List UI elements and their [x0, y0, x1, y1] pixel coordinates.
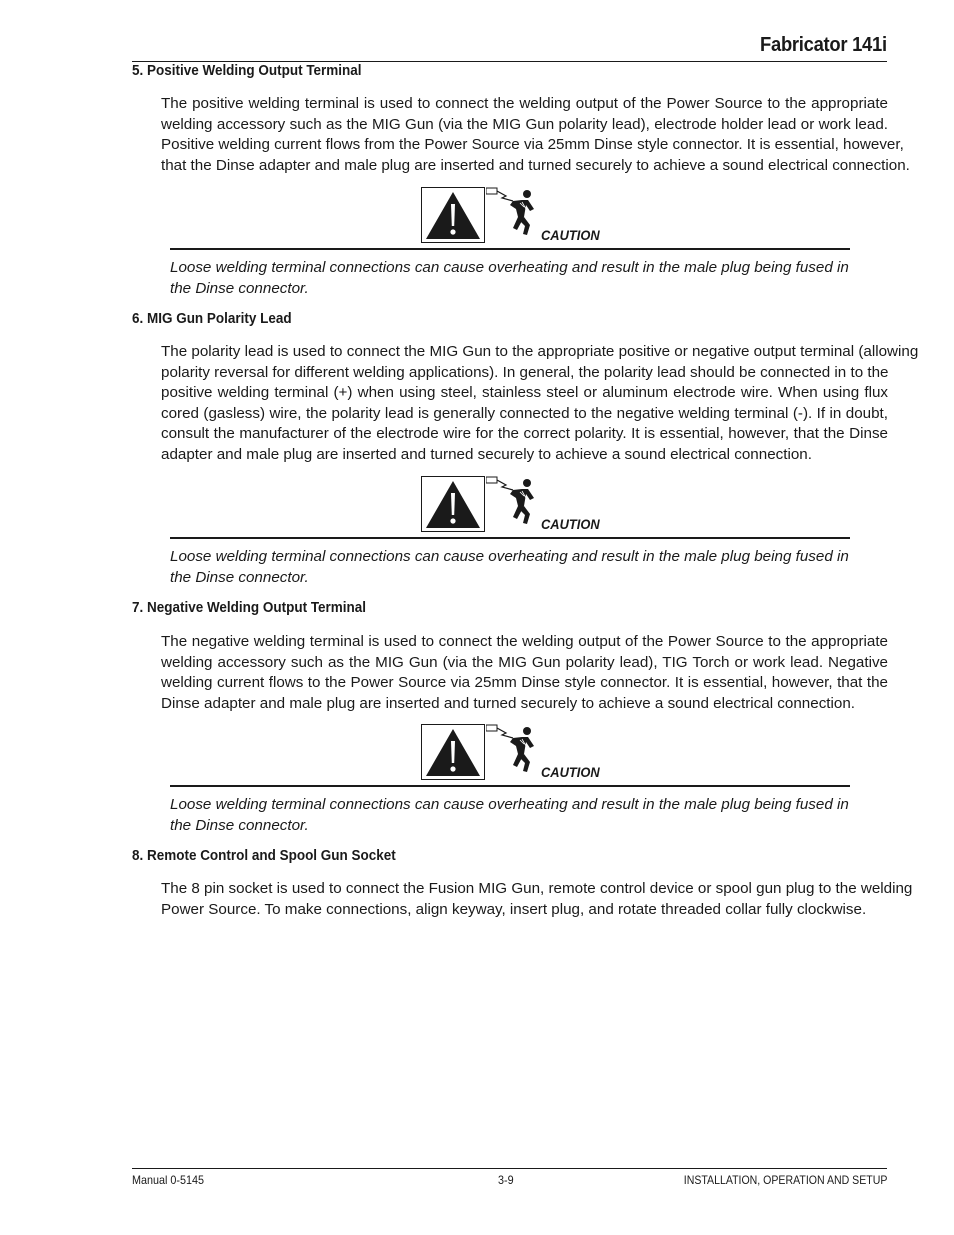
section-body-5	[161, 94, 910, 176]
caution-divider	[170, 537, 850, 539]
body-line: cored (gasless) wire, the polarity lead is generally connected to the negative welding terminal (-). If in doubt,	[161, 404, 888, 422]
footer-page-number: 3-9	[498, 1173, 514, 1187]
body-line: welding current flows to the Power Source via 25mm Dinse style connector. It is essential, however, that the	[161, 674, 888, 692]
header-divider	[132, 61, 887, 62]
caution-line: the Dinse connector.	[170, 279, 309, 297]
section-body-8	[161, 879, 913, 920]
caution-label: CAUTION	[541, 764, 600, 780]
caution-label: CAUTION	[541, 516, 600, 532]
section-body-6	[161, 342, 919, 466]
footer-manual-number: Manual 0-5145	[132, 1173, 205, 1187]
caution-text	[170, 258, 870, 299]
electric-shock-icon	[486, 724, 546, 782]
caution-block	[170, 187, 850, 247]
section-heading-8: 8. Remote Control and Spool Gun Socket	[132, 848, 396, 864]
footer-divider	[132, 1168, 887, 1169]
section-heading-7: 7. Negative Welding Output Terminal	[132, 600, 367, 616]
section-heading-6: 6. MIG Gun Polarity Lead	[132, 311, 292, 327]
footer-chapter-title: INSTALLATION, OPERATION AND SETUP	[683, 1173, 887, 1187]
body-line: adapter and male plug are inserted and turned securely to achieve a sound electrical connection.	[161, 445, 812, 463]
body-line: Power Source. To make connections, align keyway, insert plug, and rotate threaded collar fully clockwise.	[161, 900, 867, 918]
body-line: positive welding terminal (+) when using steel, stainless steel or aluminum electrode wire. When using flux	[161, 384, 888, 402]
caution-line: Loose welding terminal connections can cause overheating and result in the male plug being fused in	[170, 259, 849, 276]
caution-text	[170, 795, 870, 836]
caution-line: the Dinse connector.	[170, 568, 309, 586]
body-line: Dinse adapter and male plug are inserted and turned securely to achieve a sound electrical connection.	[161, 694, 855, 712]
body-line: welding accessory such as the MIG Gun (via the MIG Gun polarity lead), electrode holder lead or work lead.	[161, 115, 888, 133]
body-line: The polarity lead is used to connect the MIG Gun to the appropriate positive or negative output terminal (allowing	[161, 343, 919, 360]
section-body-7	[161, 632, 888, 714]
page-header-title: Fabricator 141i	[760, 34, 887, 56]
body-line: polarity reversal for different welding applications). In general, the polarity lead should be connected in to the	[161, 363, 889, 381]
body-line: that the Dinse adapter and male plug are inserted and turned securely to achieve a sound electrical connection.	[161, 156, 910, 174]
caution-line: the Dinse connector.	[170, 816, 309, 834]
caution-divider	[170, 248, 850, 250]
body-line: consult the manufacturer of the electrode wire for the correct polarity. It is essential, however, that the Dinse	[161, 425, 888, 443]
body-line: The positive welding terminal is used to connect the welding output of the Power Source to the appropriate	[161, 95, 888, 112]
caution-label: CAUTION	[541, 227, 600, 243]
electric-shock-icon	[486, 187, 546, 245]
warning-triangle-icon	[421, 724, 485, 780]
caution-divider	[170, 785, 850, 787]
caution-text	[170, 547, 870, 588]
caution-block	[170, 476, 850, 536]
section-heading-5: 5. Positive Welding Output Terminal	[132, 63, 362, 79]
body-line: welding accessory such as the MIG Gun (via the MIG Gun polarity lead), TIG Torch or work lead. Negative	[161, 653, 888, 671]
body-line: The negative welding terminal is used to connect the welding output of the Power Source to the appropriate	[161, 633, 888, 650]
caution-line: Loose welding terminal connections can cause overheating and result in the male plug being fused in	[170, 548, 849, 565]
body-line: The 8 pin socket is used to connect the Fusion MIG Gun, remote control device or spool gun plug to the welding	[161, 880, 913, 897]
caution-line: Loose welding terminal connections can cause overheating and result in the male plug being fused in	[170, 796, 849, 813]
electric-shock-icon	[486, 476, 546, 534]
body-line: Positive welding current flows from the Power Source via 25mm Dinse style connector. It is essential, however,	[161, 136, 904, 154]
warning-triangle-icon	[421, 187, 485, 243]
caution-block	[170, 724, 850, 784]
warning-triangle-icon	[421, 476, 485, 532]
